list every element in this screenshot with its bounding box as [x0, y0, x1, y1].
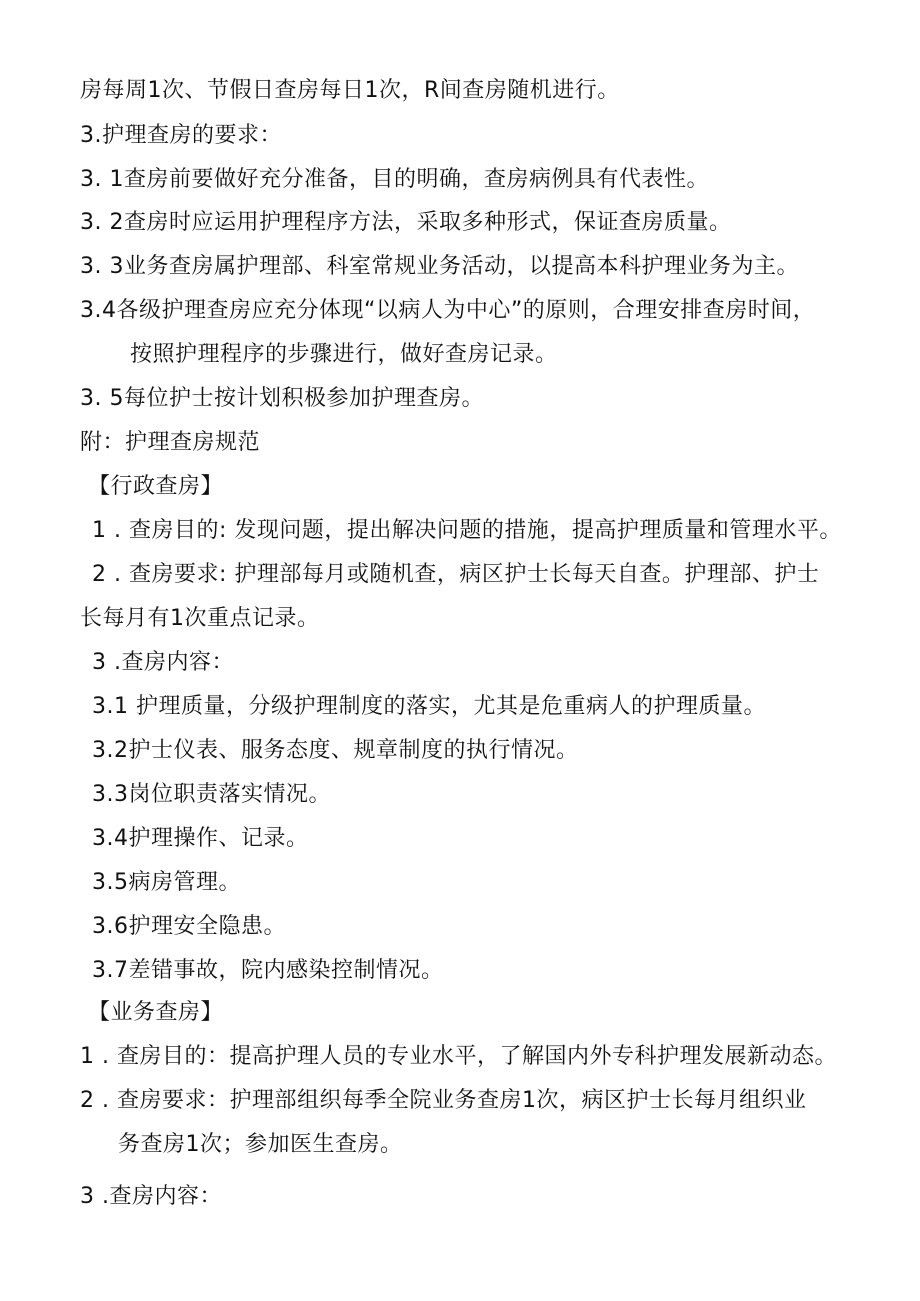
- section-heading: 3.护理查房的要求：: [80, 123, 282, 148]
- section-heading: 【业务查房】: [88, 1000, 224, 1025]
- text-line: 长每月有1次重点记录。: [80, 606, 320, 631]
- text-line: 3. 1查房前要做好充分准备，目的明确，查房病例具有代表性。: [80, 167, 709, 192]
- text-line: 3. 3业务查房属护理部、科室常规业务活动，以提高本科护理业务为主。: [80, 254, 799, 279]
- text-line: 3. 2查房时应运用护理程序方法，采取多种形式，保证查房质量。: [80, 210, 732, 235]
- text-line: 房每周1次、节假日查房每日1次，R间查房随机进行。: [80, 78, 620, 103]
- text-line: 1 . 查房目的：提高护理人员的专业水平，了解国内外专科护理发展新动态。: [80, 1044, 837, 1069]
- text-line: 3.2护士仪表、服务态度、规章制度的执行情况。: [92, 738, 579, 763]
- appendix-heading: 附：护理查房规范: [80, 430, 261, 455]
- text-line: 3. 5每位护士按计划积极参加护理查房。: [80, 386, 484, 411]
- text-line: 3.4各级护理查房应充分体现“以病人为中心”的原则，合理安排查房时间，: [80, 298, 816, 323]
- text-line: 2 . 查房要求: 护理部每月或随机查，病区护士长每天自查。护理部、护士: [92, 562, 820, 587]
- text-line: 3.3岗位职责落实情况。: [92, 782, 331, 807]
- text-line: 务查房1次；参加医生查房。: [118, 1132, 403, 1157]
- sub-heading: 3 .查房内容：: [92, 650, 234, 675]
- section-heading: 【行政查房】: [88, 474, 224, 499]
- sub-heading: 3 .查房内容：: [80, 1184, 222, 1209]
- text-line: 按照护理程序的步骤进行，做好查房记录。: [130, 342, 558, 367]
- text-line: 2 . 查房要求：护理部组织每季全院业务查房1次，病区护士长每月组织业: [80, 1088, 807, 1113]
- text-line: 3.6护理安全隐患。: [92, 914, 286, 939]
- text-line: 3.1 护理质量，分级护理制度的落实，尤其是危重病人的护理质量。: [92, 694, 766, 719]
- text-line: 3.7差错事故，院内感染控制情况。: [92, 958, 444, 983]
- text-line: 1 . 查房目的: 发现问题，提出解决问题的措施，提高护理质量和管理水平。: [92, 518, 842, 543]
- text-line: 3.4护理操作、记录。: [92, 826, 309, 851]
- text-line: 3.5病房管理。: [92, 870, 241, 895]
